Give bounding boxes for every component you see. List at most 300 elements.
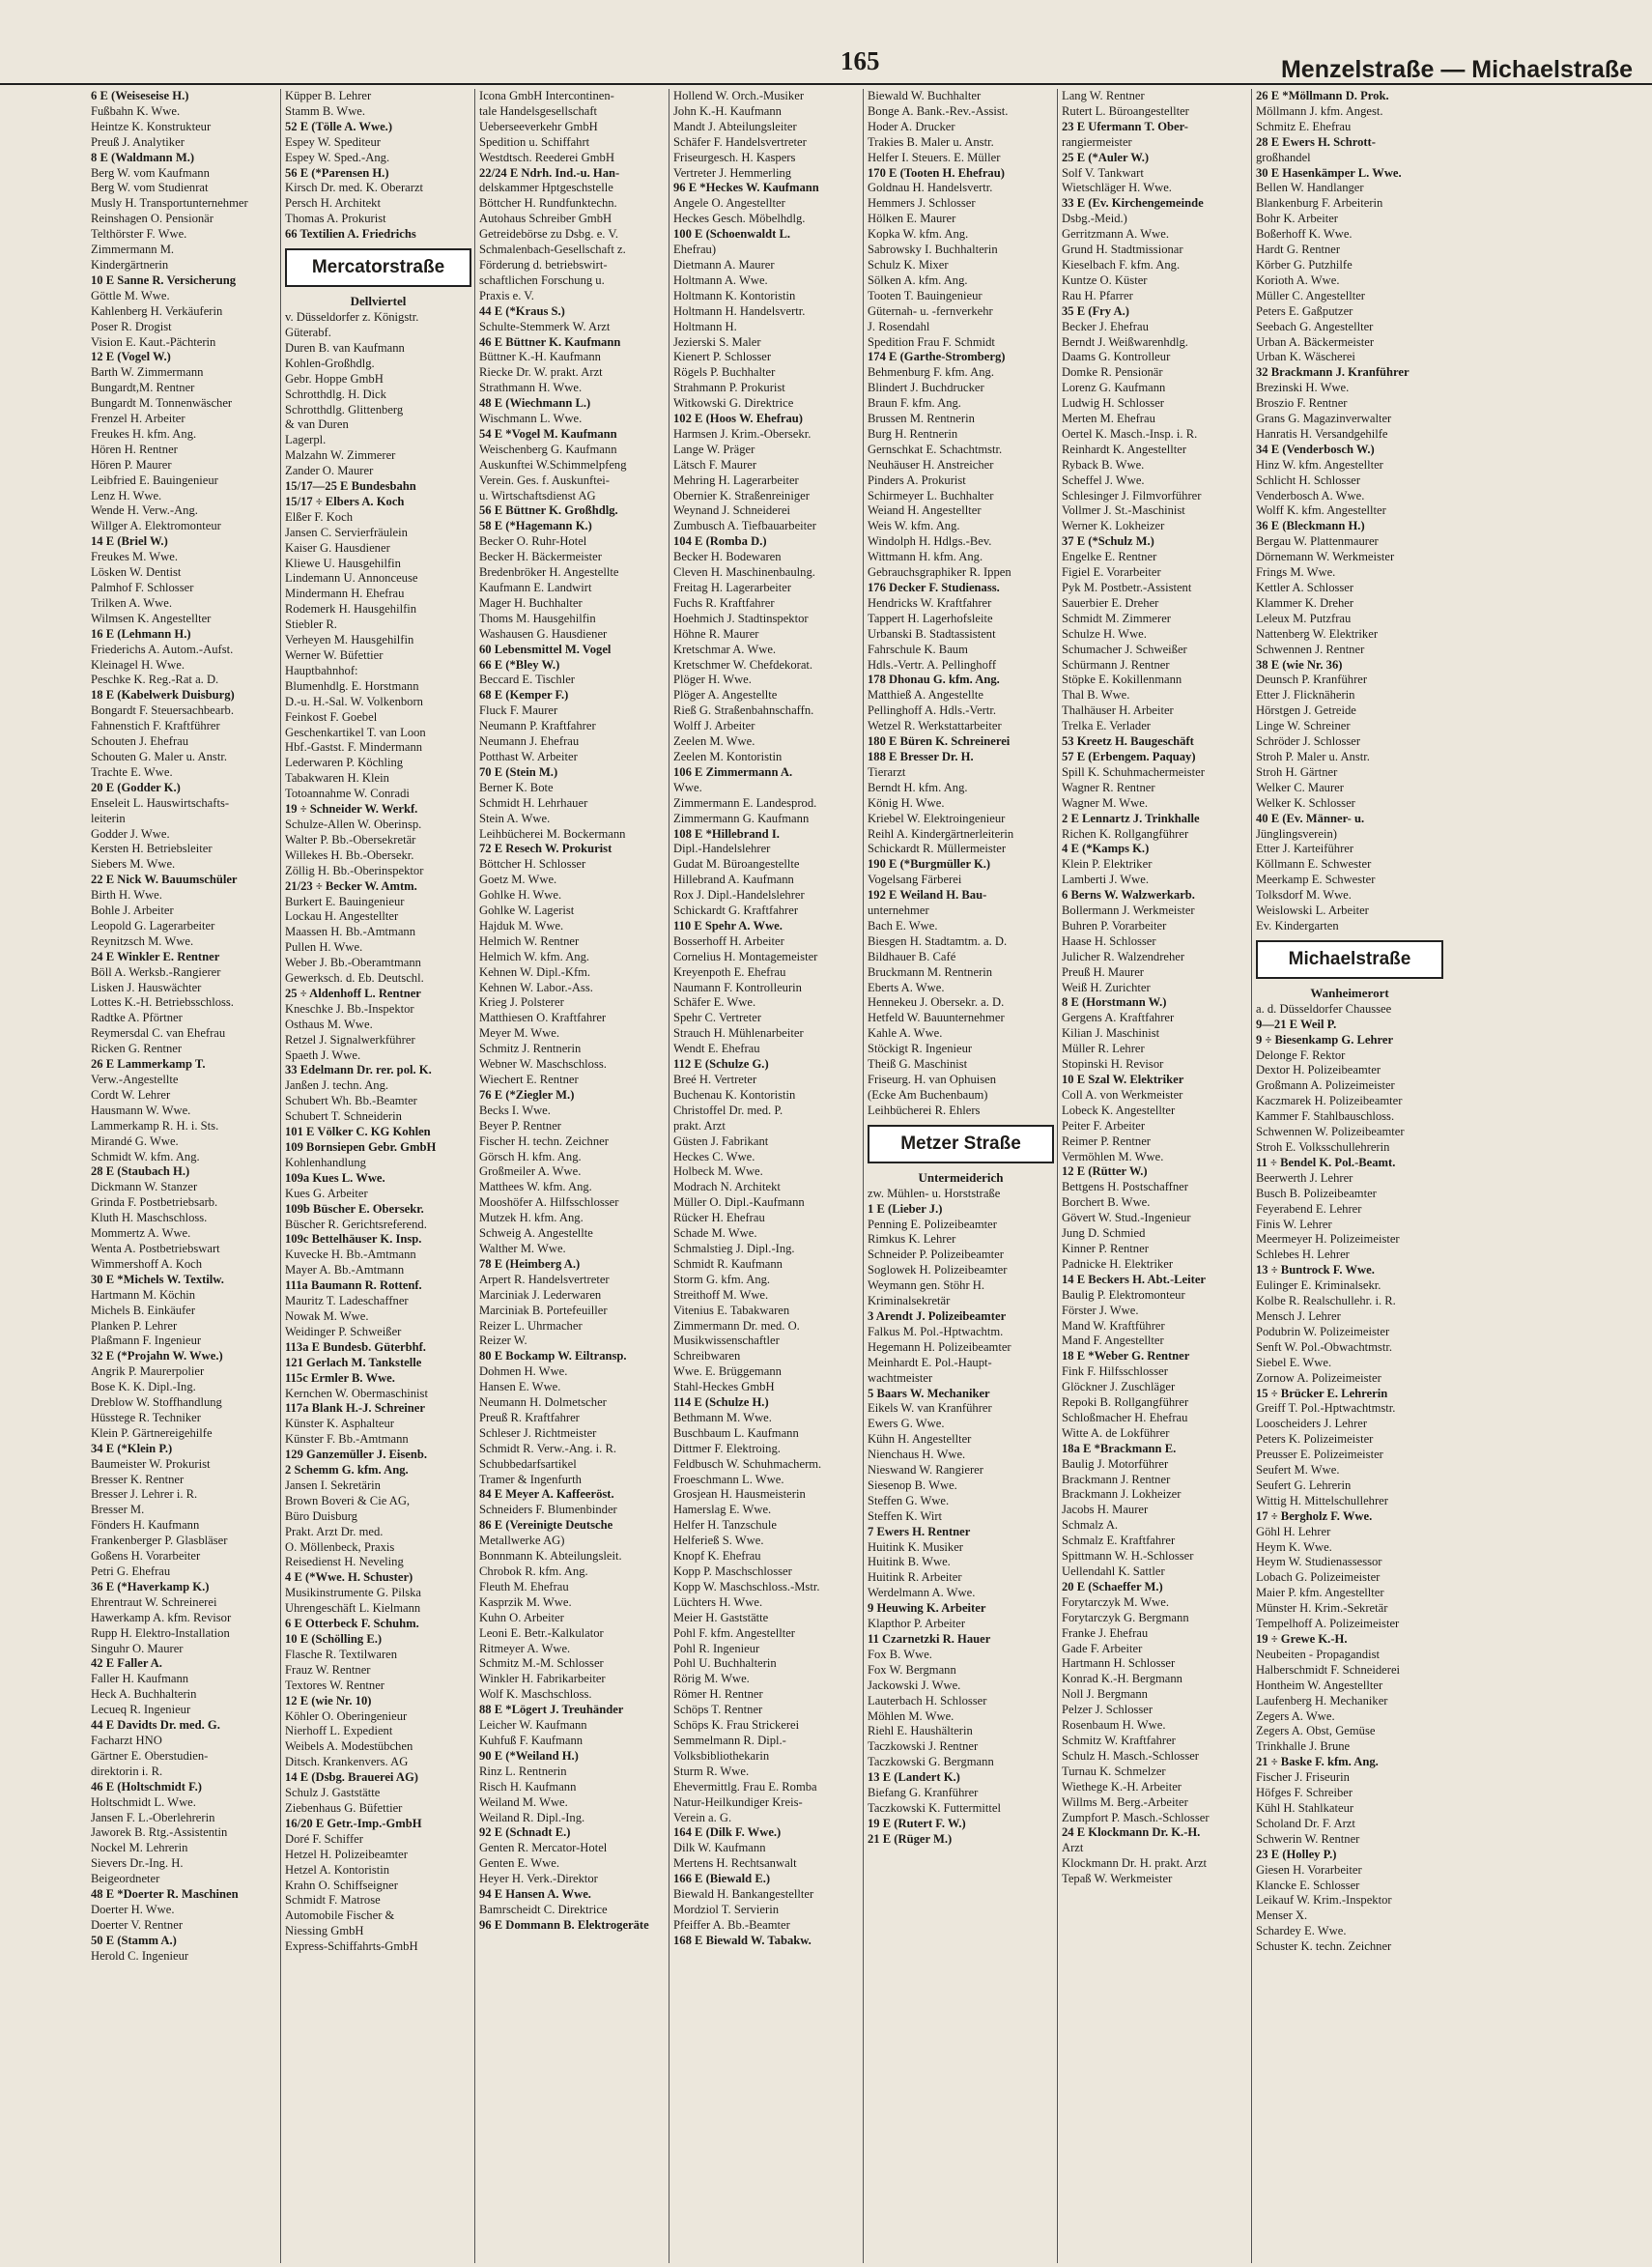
directory-entry: zw. Mühlen- u. Horststraße [868,1186,1001,1200]
directory-entry: Bach E. Wwe. [868,918,938,933]
directory-entry: 92 E (Schnadt E.) [479,1825,571,1840]
directory-entry: Weidinger P. Schweißer [285,1324,402,1338]
directory-entry: 28 E (Staubach H.) [91,1164,190,1179]
directory-entry: Stamm B. Wwe. [285,103,366,118]
directory-entry: Streithoff M. Wwe. [673,1287,769,1302]
directory-entry: Gewerksch. d. Eb. Deutschl. [285,971,424,986]
directory-entry: Künster F. Bb.-Amtmann [285,1432,409,1447]
directory-entry: Busch B. Polizeibeamter [1256,1186,1377,1200]
directory-entry: Holtmann H. [673,319,737,333]
directory-entry: Dreblow W. Stoffhandlung [91,1395,222,1410]
directory-entry: Enseleit L. Hauswirtschafts- [91,795,230,810]
directory-entry: Lindemann U. Annonceuse [285,571,418,586]
directory-entry: Spedition Frau F. Schmidt [868,334,995,349]
directory-entry: Noll J. Bergmann [1062,1687,1148,1702]
directory-entry: Cornelius H. Montagemeister [673,949,818,963]
page-number: 165 [840,46,880,75]
directory-entry: Pellinghoff A. Hdls.-Vertr. [868,703,997,718]
directory-entry: Freukes H. kfm. Ang. [91,426,197,441]
directory-entry: Schumacher J. Schweißer [1062,642,1187,656]
directory-entry: Schmidt M. Zimmerer [1062,611,1171,625]
directory-entry: Schulze H. Wwe. [1062,626,1147,641]
directory-entry: 109c Bettelhäuser K. Insp. [285,1232,422,1247]
directory-entry: Lorenz G. Kaufmann [1062,381,1166,395]
directory-entry: Wischmann L. Wwe. [479,412,583,426]
directory-entry: Pfeiffer A. Bb.-Beamter [673,1917,790,1932]
directory-entry: 9—21 E Weil P. [1256,1017,1337,1031]
directory-entry: Vertreter J. Hemmerling [673,165,792,180]
directory-entry: Bose K. K. Dipl.-Ing. [91,1380,196,1394]
directory-entry: Lange W. Präger [673,442,755,456]
directory-entry: Scheffel J. Wwe. [1062,473,1145,487]
directory-entry: (Ecke Am Buchenbaum) [868,1087,988,1102]
directory-entry: Möllmann J. kfm. Angest. [1256,103,1383,118]
directory-entry: Arzt [1062,1841,1084,1855]
directory-entry: John K.-H. Kaufmann [673,103,782,118]
directory-entry: Neumann H. Dolmetscher [479,1395,607,1410]
directory-entry: schaftlichen Forschung u. [479,273,605,287]
directory-entry: Nattenberg W. Elektriker [1256,626,1379,641]
directory-entry: Fußbahn K. Wwe. [91,103,181,118]
directory-entry: Petri G. Ehefrau [91,1564,171,1578]
directory-entry: 19 E (Rutert F. W.) [868,1816,966,1830]
directory-entry: Spehr C. Vertreter [673,1011,762,1025]
directory-entry: Grosjean H. Hausmeisterin [673,1487,806,1502]
directory-entry: Kühn H. Angestellter [868,1432,972,1447]
directory-entry: Fischer J. Friseurin [1256,1770,1350,1785]
column-3 [475,89,669,2263]
directory-entry: 72 E Resech W. Prokurist [479,842,612,856]
directory-entry: 114 E (Schulze H.) [673,1395,769,1410]
directory-entry: Kohlenhandlung [285,1155,366,1169]
directory-entry: Geschenkartikel T. van Loon [285,725,426,739]
directory-entry: 101 E Völker C. KG Kohlen [285,1125,431,1139]
directory-entry: 109b Büscher E. Obersekr. [285,1201,424,1216]
directory-entry: Köhler O. Oberingenieur [285,1708,408,1723]
directory-entry: Münster H. Krim.-Sekretär [1256,1601,1388,1616]
directory-entry: Ev. Kindergarten [1256,918,1339,933]
directory-entry: Pohl F. kfm. Angestellter [673,1625,795,1640]
directory-entry: 36 E (*Haverkamp K.) [91,1579,210,1593]
directory-entry: Weis W. kfm. Ang. [868,519,960,533]
directory-entry: Ryback B. Wwe. [1062,457,1145,472]
directory-entry: Stahl-Heckes GmbH [673,1380,775,1394]
directory-entry: Automobile Fischer & [285,1908,395,1923]
directory-entry: Lobach G. Polizeimeister [1256,1570,1381,1585]
directory-entry: Harmsen J. Krim.-Obersekr. [673,426,812,441]
directory-entry: Baulig P. Elektromonteur [1062,1287,1185,1302]
directory-entry: Leikauf W. Krim.-Inspektor [1256,1893,1392,1908]
directory-entry: 32 Brackmann J. Kranführer [1256,365,1410,380]
directory-entry: Werdelmann A. Wwe. [868,1586,976,1600]
directory-entry: Berg W. vom Studienrat [91,181,209,195]
directory-entry: Heintze K. Konstrukteur [91,119,212,133]
directory-entry: Looscheiders J. Lehrer [1256,1417,1368,1431]
directory-entry: Burkert E. Bauingenieur [285,894,405,908]
directory-entry: Wolff J. Arbeiter [673,719,755,733]
directory-entry: Büscher R. Gerichtsreferend. [285,1217,427,1231]
directory-entry: 178 Dhonau G. kfm. Ang. [868,673,1000,687]
directory-entry: Wetzel R. Werkstattarbeiter [868,719,1002,733]
directory-entry: Kahlenberg H. Verkäuferin [91,303,223,318]
directory-entry: Schweig A. Angestellte [479,1226,593,1241]
directory-entry: Etter J. Flicknäherin [1256,688,1355,703]
directory-entry: Müller O. Dipl.-Kaufmann [673,1195,805,1210]
directory-entry: Buhren P. Vorarbeiter [1062,918,1167,933]
directory-entry: Rox J. Dipl.-Handelslehrer [673,888,805,903]
directory-entry: Boßerhoff K. Wwe. [1256,227,1353,242]
directory-entry: Hetfeld W. Bauunternehmer [868,1011,1005,1025]
column-6 [1058,89,1252,2263]
directory-entry: Reihl A. Kindergärtnerleiterin [868,826,1014,841]
directory-entry: Mordziol T. Servierin [673,1902,780,1916]
directory-entry: 28 E Ewers H. Schrott- [1256,134,1376,149]
directory-entry: 100 E (Schoenwaldt L. [673,227,791,242]
directory-entry: Herold C. Ingenieur [91,1948,189,1963]
directory-entry: Mertens H. Rechtsanwalt [673,1856,797,1871]
directory-entry: Facharzt HNO [91,1733,162,1747]
directory-entry: Musikinstrumente G. Pilska [285,1586,421,1600]
directory-entry: Coll A. von Werkmeister [1062,1087,1183,1102]
directory-entry: Bethmann M. Wwe. [673,1410,772,1424]
column-4 [669,89,864,2263]
directory-entry: Fox W. Bergmann [868,1662,956,1677]
directory-entry: Hoder A. Drucker [868,119,955,133]
directory-entry: Vermöhlen M. Wwe. [1062,1149,1164,1163]
column-2 [281,89,475,2263]
directory-entry: 121 Gerlach M. Tankstelle [285,1355,422,1369]
directory-entry: Dilk W. Kaufmann [673,1841,766,1855]
directory-entry: 12 E (Vogel W.) [91,350,171,364]
directory-entry: Heym W. Studienassessor [1256,1555,1382,1569]
directory-entry: 113a E Bundesb. Güterbhf. [285,1339,426,1354]
directory-entry: 111a Baumann R. Rottenf. [285,1278,422,1293]
directory-entry: Jünglingsverein) [1256,826,1337,841]
directory-entry: Werner W. Büfettier [285,648,384,662]
directory-entry: 10 E Sanne R. Versicherung [91,273,237,287]
directory-entry: Reizer L. Uhrmacher [479,1318,583,1333]
directory-entry: 44 E Davidts Dr. med. G. [91,1718,220,1733]
directory-entry: 96 E *Heckes W. Kaufmann [673,181,819,195]
directory-entry: Tabakwaren H. Klein [285,771,389,786]
directory-entry: Huitink R. Arbeiter [868,1570,962,1585]
directory-entry: Helfer H. Tanzschule [673,1518,777,1533]
directory-entry: Weiand H. Angestellter [868,503,982,518]
directory-entry: Bettgens H. Postschaffner [1062,1180,1188,1194]
directory-entry: Hemmers J. Schlosser [868,196,976,211]
directory-entry: Rupp H. Elektro-Installation [91,1625,230,1640]
directory-entry: Meerkamp E. Schwester [1256,873,1376,887]
directory-entry: Blindert J. Buchdrucker [868,381,984,395]
directory-entry: Willms M. Berg.-Arbeiter [1062,1794,1188,1809]
directory-entry: Strathmann H. Wwe. [479,381,583,395]
directory-entry: Bresser M. [91,1503,145,1517]
directory-entry: Sabrowsky I. Buchhalterin [868,243,998,257]
directory-entry: Klockmann Dr. H. prakt. Arzt [1062,1856,1208,1871]
directory-entry: Leopold G. Lagerarbeiter [91,918,215,933]
directory-entry: Lockau H. Angestellter [285,909,399,924]
directory-entry: Wende H. Verw.-Ang. [91,503,198,518]
directory-entry: J. Rosendahl [868,319,930,333]
directory-entry: Hennekeu J. Obersekr. a. D. [868,995,1005,1010]
directory-entry: Bohle J. Arbeiter [91,904,174,918]
directory-entry: 35 E (Fry A.) [1062,303,1129,318]
directory-entry: Rinz L. Rentnerin [479,1764,567,1778]
directory-entry: Walter P. Bb.-Obersekretär [285,832,416,847]
directory-entry: Mutzek H. kfm. Ang. [479,1211,584,1225]
directory-entry: Hegemann H. Polizeibeamter [868,1339,1011,1354]
directory-entry: Delonge F. Rektor [1256,1047,1346,1062]
directory-entry: 2 E Lennartz J. Trinkhalle [1062,811,1200,825]
directory-entry: 11 Czarnetzki R. Hauer [868,1632,991,1646]
directory-entry: Laufenberg H. Mechaniker [1256,1693,1388,1707]
directory-entry: Spaeth J. Wwe. [285,1047,361,1062]
directory-entry: 90 E (*Weiland H.) [479,1748,579,1763]
directory-entry: Schrotthdlg. H. Dick [285,387,386,401]
directory-entry: 48 E *Doerter R. Maschinen [91,1887,239,1902]
directory-entry: Hören P. Maurer [91,457,172,472]
directory-entry: Helmich W. kfm. Ang. [479,949,590,963]
directory-entry: Lobeck K. Angestellter [1062,1103,1176,1117]
directory-entry: Wagner R. Rentner [1062,780,1155,794]
directory-entry: Wolf K. Maschschloss. [479,1687,592,1702]
directory-entry: Doerter H. Wwe. [91,1902,175,1916]
directory-entry: Seufert M. Wwe. [1256,1463,1340,1478]
directory-entry: Schulz J. Gaststätte [285,1786,381,1800]
directory-entry: Weiland R. Dipl.-Ing. [479,1810,585,1824]
directory-entry: großhandel [1256,150,1311,164]
directory-entry: Schubert Wh. Bb.-Beamter [285,1094,417,1108]
directory-entry: Rimkus K. Lehrer [868,1232,956,1247]
directory-entry: Nockel M. Lehrerin [91,1841,188,1855]
directory-entry: 68 E (Kemper F.) [479,688,569,703]
directory-entry: Jung D. Schmied [1062,1226,1146,1241]
directory-entry: Cleven H. Maschinenbaulng. [673,565,815,580]
directory-entry: 13 E (Landert K.) [868,1770,960,1785]
directory-entry: Duren B. van Kaufmann [285,340,405,355]
directory-entry: Vitenius E. Tabakwaren [673,1303,790,1317]
directory-entry: Weibels A. Modestübchen [285,1739,413,1754]
directory-entry: 33 Edelmann Dr. rer. pol. K. [285,1063,432,1077]
directory-entry: Jansen C. Servierfräulein [285,525,408,539]
directory-entry: Weiß H. Zurichter [1062,980,1151,994]
directory-entry: 12 E (Rütter W.) [1062,1164,1148,1179]
directory-entry: Kilian J. Maschinist [1062,1026,1160,1041]
directory-entry: Dextor H. Polizeibeamter [1256,1063,1381,1077]
directory-entry: Schubbedarfsartikel [479,1456,577,1471]
directory-entry: 26 E Lammerkamp T. [91,1057,206,1072]
directory-entry: Schardey E. Wwe. [1256,1924,1347,1938]
directory-entry: Schlicht H. Schlosser [1256,473,1361,487]
directory-entry: Zumbusch A. Tiefbauarbeiter [673,519,816,533]
directory-entry: Pelzer J. Schlosser [1062,1703,1154,1717]
directory-entry: Tappert H. Lagerhofsleite [868,611,993,625]
directory-entry: 109 Bornsiepen Gebr. GmbH [285,1140,437,1154]
directory-entry: 40 E (Ev. Männer- u. [1256,811,1365,825]
directory-entry: Autohaus Schreiber GmbH [479,212,612,226]
directory-entry: Steffen K. Wirt [868,1508,943,1523]
directory-entry: Baulig J. Motorführer [1062,1456,1169,1471]
directory-entry: D.-u. H.-Sal. W. Volkenborn [285,694,423,708]
directory-entry: Wietschläger H. Wwe. [1062,181,1172,195]
directory-entry: Huitink K. Musiker [868,1539,963,1554]
directory-entry: Arpert R. Handelsvertreter [479,1272,610,1286]
directory-entry: Forytarczyk G. Bergmann [1062,1610,1189,1624]
directory-entry: Schmitz M.-M. Schlosser [479,1656,604,1671]
directory-entry: Schreibwaren [673,1349,741,1363]
directory-entry: Schmitz E. Ehefrau [1256,119,1352,133]
directory-entry: Trakies B. Maler u. Anstr. [868,134,994,149]
directory-entry: Cordt W. Lehrer [91,1087,171,1102]
directory-entry: Helfer I. Steuers. E. Müller [868,150,1001,164]
directory-entry: Wittig H. Mittelschullehrer [1256,1493,1388,1507]
directory-entry: Prakt. Arzt Dr. med. [285,1524,384,1538]
directory-entry: Pullen H. Wwe. [285,940,363,955]
directory-entry: Zeelen M. Kontoristin [673,749,783,763]
directory-entry: Behmenburg F. kfm. Ang. [868,365,994,380]
directory-entry: Pohl R. Ingenieur [673,1641,760,1655]
directory-entry: Goetz M. Wwe. [479,873,557,887]
directory-entry: 80 E Bockamp W. Eiltransp. [479,1349,627,1363]
directory-entry: Hölken E. Maurer [868,212,956,226]
directory-entry: v. Düsseldorfer z. Königstr. [285,310,419,325]
directory-entry: Bildhauer B. Café [868,949,956,963]
directory-entry: Kirsch Dr. med. K. Oberarzt [285,181,424,195]
directory-entry: Senft W. Pol.-Obwachtmstr. [1256,1339,1392,1354]
directory-entry: Falkus M. Pol.-Hptwachtm. [868,1324,1004,1338]
directory-entry: Radtke A. Pförtner [91,1011,183,1025]
directory-entry: Schmalenbach-Gesellschaft z. [479,243,626,257]
directory-entry: 21/23 ÷ Becker W. Amtm. [285,878,417,893]
directory-entry: Rosenbaum H. Wwe. [1062,1718,1166,1733]
directory-entry: 18 E *Weber G. Rentner [1062,1349,1190,1363]
directory-entry: Weymann gen. Stöhr H. [868,1278,985,1293]
directory-entry: 21 E (Rüger M.) [868,1831,953,1846]
directory-entry: Richen K. Rollgangführer [1062,826,1189,841]
directory-entry: Gohlke W. Lagerist [479,904,575,918]
directory-entry: Neuhäuser H. Anstreicher [868,457,994,472]
directory-entry: Leibfried E. Bauingenieur [91,473,218,487]
directory-entry: Wilmsen K. Angestellter [91,611,212,625]
directory-entry: Oertel K. Masch.-Insp. i. R. [1062,426,1198,441]
directory-entry: Lätsch F. Maurer [673,457,757,472]
directory-entry: 117a Blank H.-J. Schreiner [285,1401,425,1416]
directory-entry: Flasche R. Textilwaren [285,1647,398,1661]
directory-entry: Hdls.-Vertr. A. Pellinghoff [868,657,997,672]
directory-entry: Frauz W. Rentner [285,1662,371,1677]
directory-entry: Domke R. Pensionär [1062,365,1163,380]
directory-entry: Schade M. Wwe. [673,1226,757,1241]
directory-entry: Beerwerth J. Lehrer [1256,1170,1353,1185]
directory-entry: Schuster K. techn. Zeichner [1256,1939,1392,1954]
directory-entry: Büttner K.-H. Kaufmann [479,350,601,364]
directory-entry: Mommertz A. Wwe. [91,1226,191,1241]
directory-entry: Schneider P. Polizeibeamter [868,1248,1004,1262]
directory-entry: Berner K. Bote [479,780,554,794]
directory-entry: Gernschkat E. Schachtmstr. [868,442,1003,456]
directory-entry: Krahn O. Schiffseigner [285,1878,398,1892]
directory-entry: Gebrauchsgraphiker R. Ippen [868,565,1011,580]
directory-entry: 66 E (*Bley W.) [479,657,560,672]
directory-entry: Urbanski B. Stadtassistent [868,626,996,641]
directory-entry: Gade F. Arbeiter [1062,1641,1143,1655]
directory-entry: Preusser E. Polizeimeister [1256,1448,1383,1462]
directory-entry: Baumeister W. Prokurist [91,1456,211,1471]
directory-entry: Giesen H. Vorarbeiter [1256,1862,1362,1877]
directory-entry: Nieswand W. Rangierer [868,1463,983,1478]
directory-entry: Chrobok R. kfm. Ang. [479,1564,588,1578]
directory-entry: 46 E Büttner K. Kaufmann [479,334,621,349]
directory-entry: Hontheim W. Angestellter [1256,1678,1383,1692]
directory-entry: Verein. Ges. f. Auskunftei- [479,473,611,487]
directory-entry: Meinhardt E. Pol.-Haupt- [868,1355,992,1369]
directory-entry: Penning E. Polizeibeamter [868,1217,997,1231]
directory-entry: Heym K. Wwe. [1256,1539,1332,1554]
directory-entry: Solf V. Tankwart [1062,165,1144,180]
directory-entry: Mensch J. Lehrer [1256,1308,1341,1323]
directory-entry: Fönders H. Kaufmann [91,1518,200,1533]
directory-entry: 168 E Biewald W. Tabakw. [673,1933,812,1947]
directory-entry: Kaiser G. Hausdiener [285,540,390,555]
directory-entry: 48 E (Wiechmann L.) [479,396,591,411]
directory-entry: Elßer F. Koch [285,509,353,524]
directory-entry: Planken P. Lehrer [91,1318,178,1333]
directory-entry: Matthiesen O. Kraftfahrer [479,1011,607,1025]
directory-entry: wachtmeister [868,1370,933,1385]
directory-entry: Breé H. Vertreter [673,1073,757,1086]
directory-entry: Totoannahme W. Conradi [285,787,410,801]
directory-entry: Mindermann H. Ehefrau [285,587,405,601]
directory-entry: Konrad K.-H. Bergmann [1062,1672,1182,1686]
directory-entry: Goldnau H. Handelsvertr. [868,181,993,195]
directory-entry: Hören H. Rentner [91,442,178,456]
directory-entry: 129 Ganzemüller J. Eisenb. [285,1448,428,1462]
directory-entry: Kuhn O. Arbeiter [479,1610,564,1624]
directory-entry: Ricken G. Rentner [91,1042,183,1056]
directory-entry: Witte A. de Lokführer [1062,1425,1170,1440]
directory-entry: Förderung d. betriebswirt- [479,257,608,272]
directory-entry: Güterabf. [285,325,331,339]
directory-entry: Verheyen M. Hausgehilfin [285,633,414,647]
directory-entry: Ludwig H. Schlosser [1062,396,1164,411]
directory-entry: Naumann F. Kontrolleurin [673,980,802,994]
directory-entry: Hörstgen J. Getreide [1256,703,1356,718]
directory-entry: Rörig M. Wwe. [673,1672,750,1686]
directory-entry: Kammer F. Stahlbauschloss. [1256,1109,1395,1124]
directory-entry: Risch H. Kaufmann [479,1779,577,1794]
directory-entry: Kuvecke H. Bb.-Amtmann [285,1248,416,1262]
directory-entry: Buschbaum L. Kaufmann [673,1425,799,1440]
directory-entry: Heck A. Buchhalterin [91,1687,197,1702]
directory-entry: Zöllig H. Bb.-Oberinspektor [285,863,424,877]
directory-entry: Willekes H. Bb.-Obersekr. [285,847,414,862]
directory-entry: Kopp W. Maschschloss.-Mstr. [673,1579,820,1593]
directory-entry: Schloßmacher H. Ehefrau [1062,1410,1188,1424]
directory-entry: 42 E Faller A. [91,1656,162,1671]
directory-entry: Lecueq R. Ingenieur [91,1703,191,1717]
directory-entry: Kettler A. Schlosser [1256,581,1354,594]
directory-entry: Venderbosch A. Wwe. [1256,488,1365,502]
directory-entry: Rodemerk H. Hausgehilfin [285,602,417,617]
directory-entry: Lottes K.-H. Betriebsschloss. [91,995,234,1010]
directory-entry: Birth H. Wwe. [91,888,162,903]
directory-entry: 15 ÷ Brücker E. Lehrerin [1256,1386,1388,1400]
directory-entry: Siesenop B. Wwe. [868,1478,957,1492]
directory-entry: Ziebenhaus G. Büfettier [285,1800,403,1815]
directory-entry: 50 E (Stamm A.) [91,1933,177,1947]
directory-entry: 70 E (Stein M.) [479,764,558,779]
directory-entry: Halberschmidt F. Schneiderei [1256,1662,1401,1677]
